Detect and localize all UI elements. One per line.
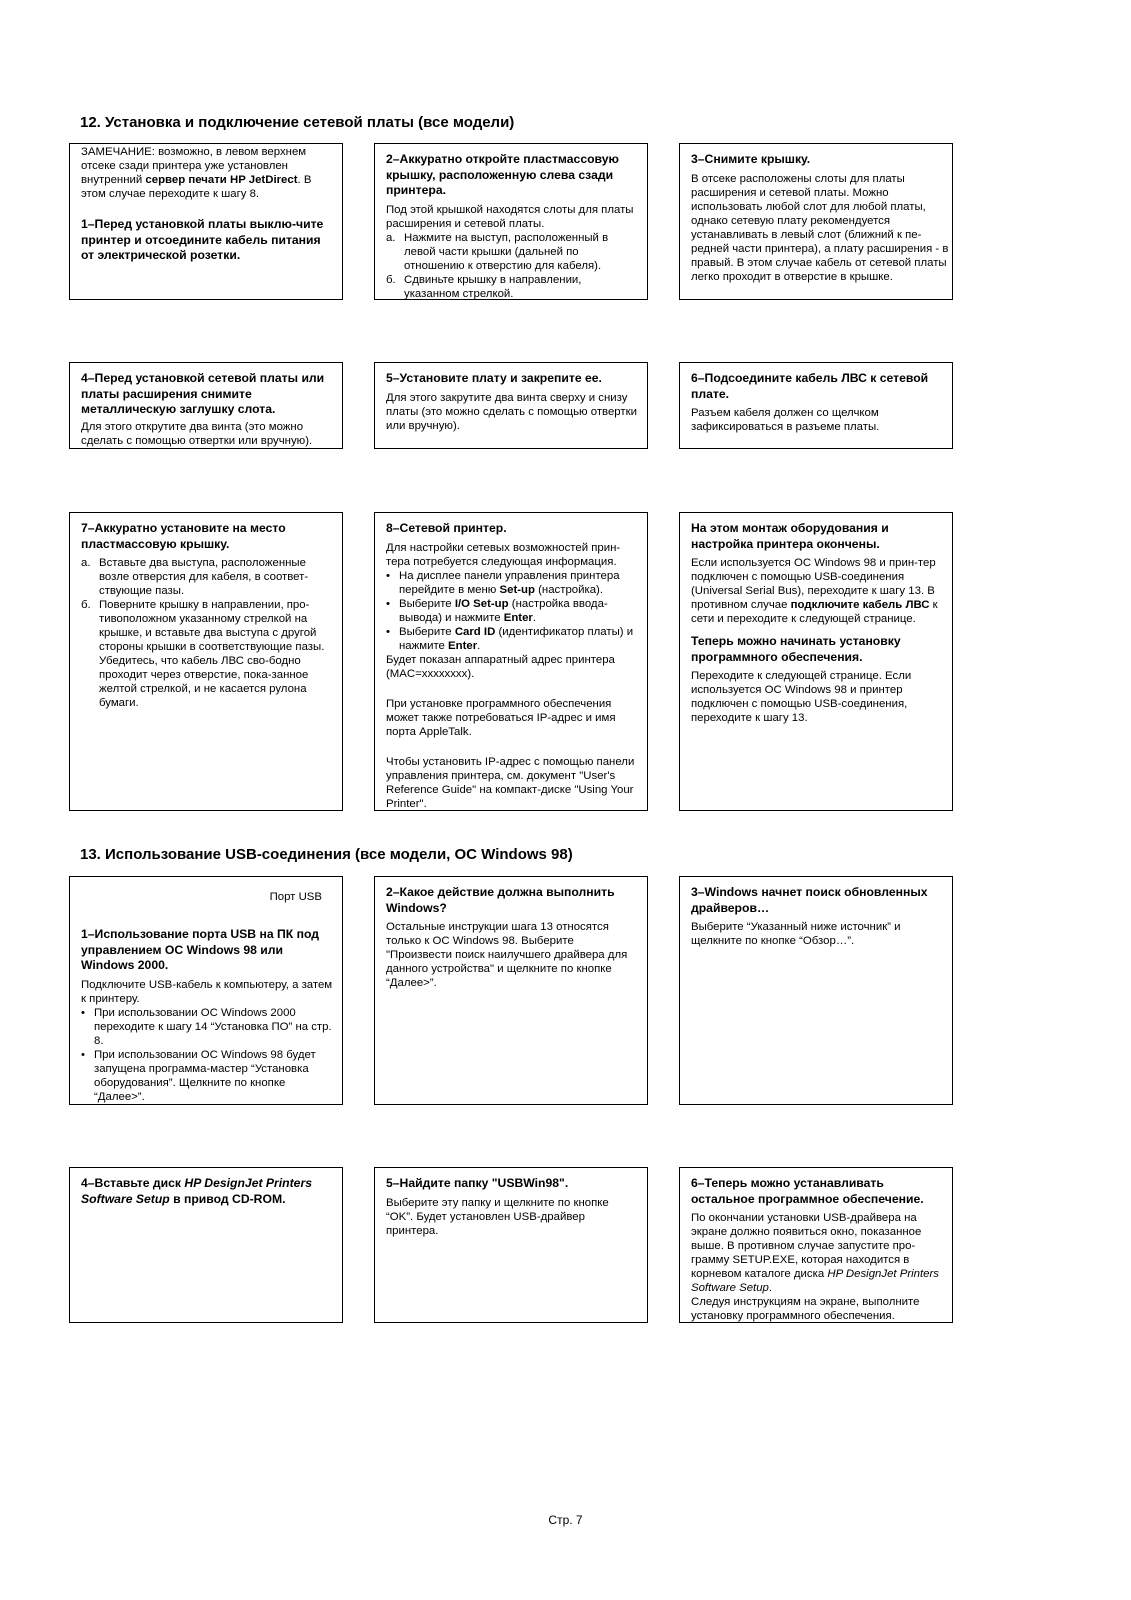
usb-port-label: Порт USB xyxy=(269,891,322,903)
disc-name: HP DesignJet Printers Software Setup xyxy=(81,1176,312,1206)
step-2-text: Под этой крышкой находятся слоты для платы расширения и сетевой платы. xyxy=(386,203,634,230)
key-term: Enter xyxy=(503,611,533,624)
step-1-box xyxy=(69,143,343,300)
usb-step-1-bullets xyxy=(81,1006,334,1104)
step-5-heading: 5–Установите плату и закрепите ее. xyxy=(386,371,602,385)
list-item-text: При использовании ОС Windows 98 будет запущена программа-мастер “Установка оборудования”. Щелкните по кнопке “Далее>”. xyxy=(94,1048,316,1103)
software-heading: Теперь можно начинать установку программного обеспечения. xyxy=(691,634,901,664)
step-6-heading: 6–Подсоедините кабель ЛВС к сетевой плате. xyxy=(691,371,929,401)
lan-cable-term: подключите кабель ЛВС xyxy=(790,599,930,611)
note-text-end: . В этом случае переходите к шагу 8. xyxy=(81,174,312,200)
usb-step-2-heading: 2–Какое действие должна выполнить Windows? xyxy=(386,885,615,915)
list-item-text: На дисплее панели управления принтера перейдите в меню xyxy=(399,569,620,596)
step-8-box xyxy=(374,512,648,811)
usb-step-5-heading: 5–Найдите папку "USBWin98". xyxy=(386,1176,569,1190)
list-item xyxy=(386,273,639,301)
list-item-text: Сдвиньте крышку в направлении, указанном стрелкой. xyxy=(404,273,582,300)
step-3-heading: 3–Снимите крышку. xyxy=(691,152,811,166)
list-item-text: (настройка). xyxy=(534,583,604,596)
step-7-heading: 7–Аккуратно установите на место пластмассовую крышку. xyxy=(81,521,286,551)
list-item-text: Выберите xyxy=(399,597,455,610)
note-text: ЗАМЕЧАНИЕ: возможно, в левом верхнем отсеке сзади принтера уже установлен внутренний xyxy=(81,146,307,186)
key-term: Enter xyxy=(448,639,478,652)
list-item-text: Нажмите на выступ, расположенный в левой части крышки (дальней по отношению к отверстию для кабеля). xyxy=(404,231,609,272)
list-item-text: (настройка ввода-вывода) и нажмите xyxy=(399,597,608,624)
usb-step-3-box xyxy=(679,876,953,1105)
list-item xyxy=(81,1048,334,1104)
list-item-text: Выберите xyxy=(399,625,455,638)
step-8-para3: Чтобы установить IP-адрес с помощью панели управления принтера, см. документ "User's Reference Guide" на компакт-диске "Using Your Printer". xyxy=(386,755,635,810)
step-6-box xyxy=(679,362,953,449)
usb-step-1-text: Подключите USB-кабель к компьютеру, а затем к принтеру. xyxy=(81,978,333,1005)
section-12-title: 12. Установка и подключение сетевой платы (все модели) xyxy=(80,114,515,131)
menu-term: Set-up xyxy=(499,583,535,596)
bullet-icon: • xyxy=(386,569,390,582)
step-8-heading: 8–Сетевой принтер. xyxy=(386,521,507,535)
mac-text: Будет показан аппаратный адрес принтера (MAC=xxxxxxxx). xyxy=(386,653,615,680)
step-8-text: Для настройки сетевых возможностей прин-тера потребуется следующая информация. xyxy=(386,541,621,568)
section-13-title: 13. Использование USB-соединения (все модели, ОС Windows 98) xyxy=(80,846,573,863)
list-item-text: (идентификатор платы) и нажмите xyxy=(399,625,634,652)
text: . xyxy=(768,1282,773,1294)
bullet-icon: • xyxy=(81,1048,85,1061)
page-number: Стр. 7 xyxy=(548,1513,583,1527)
text: к сети и переходите к следующей странице. xyxy=(691,599,938,625)
usb-step-3-heading: 3–Windows начнет поиск обновленных драйверов… xyxy=(691,885,928,915)
list-marker: б. xyxy=(386,273,396,286)
bullet-icon: • xyxy=(81,1006,85,1019)
list-item xyxy=(81,1006,334,1048)
list-marker: б. xyxy=(81,599,91,611)
usb-step-5-box xyxy=(374,1167,648,1323)
bullet-icon: • xyxy=(386,597,390,610)
list-item-text: . xyxy=(532,611,537,624)
list-item xyxy=(386,597,639,625)
list-item-text: Поверните крышку в направлении, про-тивоположном указанному стрелкой на крышке, и вставьте два выступа с другой стороны крышки в соответствующие пазы. Убедитесь, что кабель ЛВС сво-бодно проходит через отверстие, пока-занное желтой стрелкой, и не касается рулона бумаги. xyxy=(99,599,325,709)
step-8-para2: При установке программного обеспечения может также потребоваться IP-адрес и имя порта AppleTalk. xyxy=(386,697,616,738)
step-5-box xyxy=(374,362,648,449)
list-item-text: . xyxy=(477,639,481,652)
list-item-text: Вставьте два выступа, расположенные возле отверстия для кабеля, в соответ-ствующие пазы. xyxy=(99,557,309,597)
bullet-icon: • xyxy=(386,625,390,638)
step-2-list xyxy=(386,231,639,301)
list-item xyxy=(386,569,639,597)
menu-term: I/O Set-up xyxy=(454,597,509,610)
usb-step-3-text: Выберите “Указанный ниже источник” и щелкните по кнопке “Обзор…”. xyxy=(691,921,901,947)
step-2-heading: 2–Аккуратно откройте пластмассовую крышку, расположенную слева сзади принтера. xyxy=(386,152,619,197)
step-1-heading: 1–Перед установкой платы выклю-чите принтер и отсоедините кабель питания от электрической розетки. xyxy=(81,217,324,262)
usb-step-4-box xyxy=(69,1167,343,1323)
usb-step-1-heading: 1–Использование порта USB на ПК под управлением ОС Windows 98 или Windows 2000. xyxy=(81,927,319,972)
jetdirect-term: сервер печати HP JetDirect xyxy=(145,174,298,186)
step-8-bullets xyxy=(386,569,639,653)
usb-step-2-box xyxy=(374,876,648,1105)
step-2-box xyxy=(374,143,648,300)
note xyxy=(81,145,334,201)
step-7-box xyxy=(69,512,343,811)
list-item xyxy=(386,625,639,653)
setup-complete-box xyxy=(679,512,953,811)
heading-text: 4–Вставьте диск xyxy=(81,1176,185,1190)
heading-text: в привод CD-ROM. xyxy=(169,1191,286,1206)
list-marker: а. xyxy=(81,557,91,569)
list-item xyxy=(386,231,639,273)
disc-name: HP DesignJet Printers Software Setup xyxy=(691,1268,939,1294)
text: Если используется ОС Windows 98 и прин-тер подключен с помощью USB-соединения (Universal Serial Bus), переходите к шагу 13. В противном случае xyxy=(691,557,936,611)
step-4-text: Для этого открутите два винта (это можно сделать с помощью отвертки или вручную). xyxy=(81,420,313,447)
list-item-text: При использовании ОС Windows 2000 переходите к шагу 14 “Установка ПО” на стр. 8. xyxy=(94,1006,332,1047)
usb-step-1-box xyxy=(69,876,343,1105)
list-item xyxy=(81,556,334,598)
step-4-box xyxy=(69,362,343,449)
software-text: Переходите к следующей странице. Если используется ОС Windows 98 и принтер подключен с помощью USB-соединения, переходите к шагу 13. xyxy=(691,670,912,724)
step-6-text: Разъем кабеля должен со щелчком зафиксироваться в разъеме платы. xyxy=(691,407,880,433)
step-5-text: Для этого закрутите два винта сверху и снизу платы (это можно сделать с помощью отвертки или вручную). xyxy=(386,391,637,432)
usb-step-2-text: Остальные инструкции шага 13 относятся только к ОС Windows 98. Выберите "Произвести поиск наилучшего драйвера для данного устройства" и щелкните по кнопке “Далее>”. xyxy=(386,921,628,989)
list-marker: а. xyxy=(386,231,396,244)
step-3-box xyxy=(679,143,953,300)
setup-complete-text xyxy=(691,556,944,626)
usb-step-6-text2: Следуя инструкциям на экране, выполните установку программного обеспечения. xyxy=(691,1296,920,1322)
menu-term: Card ID xyxy=(454,625,496,638)
setup-complete-heading: На этом монтаж оборудования и настройка принтера окончены. xyxy=(691,521,889,551)
usb-step-6-box xyxy=(679,1167,953,1323)
usb-step-4-heading xyxy=(81,1176,334,1207)
step-3-text: В отсеке расположены слоты для платы расширения и сетевой платы. Можно использовать любой слот для любой платы, однако сетевую плату рекомендуется устанавливать в левый слот (ближний к пе-редней части принтера), а плату расширения - в правый. В этом случае кабель от сетевой платы легко проходит в отверстие в крышке. xyxy=(691,172,949,283)
text: По окончании установки USB-драйвера на экране должно появиться окно, показанное выше. В противном случае запустите про-грамму SETUP.EXE, которая находится в корневом каталоге диска xyxy=(691,1212,922,1280)
usb-step-5-text: Выберите эту папку и щелкните по кнопке “OK”. Будет установлен USB-драйвер принтера. xyxy=(386,1196,609,1237)
list-item xyxy=(81,598,334,710)
step-4-heading: 4–Перед установкой сетевой платы или платы расширения снимите металлическую заглушку слота. xyxy=(81,371,325,416)
usb-step-6-heading: 6–Теперь можно устанавливать остальное программное обеспечение. xyxy=(691,1176,924,1206)
usb-step-6-text xyxy=(691,1211,944,1295)
step-7-list xyxy=(81,556,334,710)
